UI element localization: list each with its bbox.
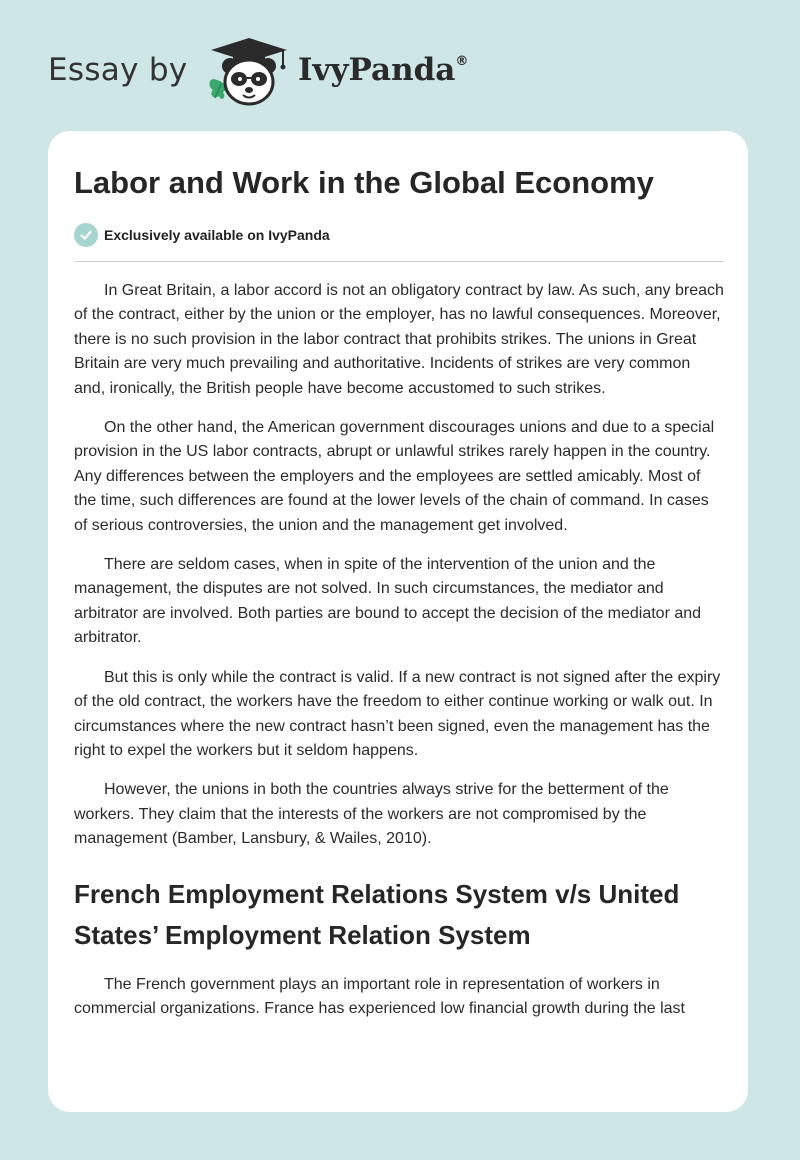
exclusive-badge (74, 222, 330, 248)
page-title: Labor and Work in the Global Economy (74, 165, 654, 200)
brand-name-text: IvyPanda (298, 52, 456, 88)
trademark-symbol: ® (455, 54, 469, 69)
paragraph: There are seldom cases, when in spite of the intervention of the union and the management, the disputes are not solved. In such circumstances, the mediator and arbitrator are involved. Both parties are bound to accept the decision of the mediator and arbitrator. (74, 556, 702, 647)
brand-prefix: Essay by (48, 52, 188, 88)
paragraph: In Great Britain, a labor accord is not an obligatory contract by law. As such, any breach of the contract, either by the union or the employer, has no lawful consequences. Moreover, there is no such provision in the labor contract that prohibits strikes. The unions in Great Britain are very much prevailing and authoritative. Incidents of strikes are very common and, ironically, the British people have become accustomed to such strikes. (74, 282, 724, 397)
paragraph: However, the unions in both the countries always strive for the betterment of the workers. They claim that the interests of the workers are not compromised by the management (Bamber, Lansbury, & Wailes, 2010). (74, 781, 669, 848)
badge-text: Exclusively available on IvyPanda (104, 227, 330, 243)
divider (74, 261, 724, 262)
section-heading: French Employment Relations System v/s United States’ Employment Relation System (74, 878, 680, 950)
article-body (74, 279, 724, 1036)
panda-graduate-icon[interactable] (203, 36, 295, 108)
paragraph: On the other hand, the American government discourages unions and due to a special provision in the US labor contracts, abrupt or unlawful strikes rarely happen in the country. Any differences between the employers and the employees are settled amicably. Most of the time, such differences are found at the lower levels of the chain of command. In cases of serious controversies, the union and the management get involved. (74, 419, 715, 534)
essay-card (48, 131, 748, 1112)
paragraph: The French government plays an important role in representation of workers in commercial organizations. France has experienced low financial growth during the last (74, 975, 685, 1017)
paragraph: But this is only while the contract is valid. If a new contract is not signed after the expiry of the old contract, the workers have the freedom to either continue working or walk out. In circumstances where the new contract hasn’t been signed, even the management has the right to expel the workers but it seldom happens. (74, 668, 721, 759)
site-header (0, 0, 800, 130)
check-circle-icon (74, 223, 98, 247)
brand-name[interactable] (298, 52, 468, 88)
